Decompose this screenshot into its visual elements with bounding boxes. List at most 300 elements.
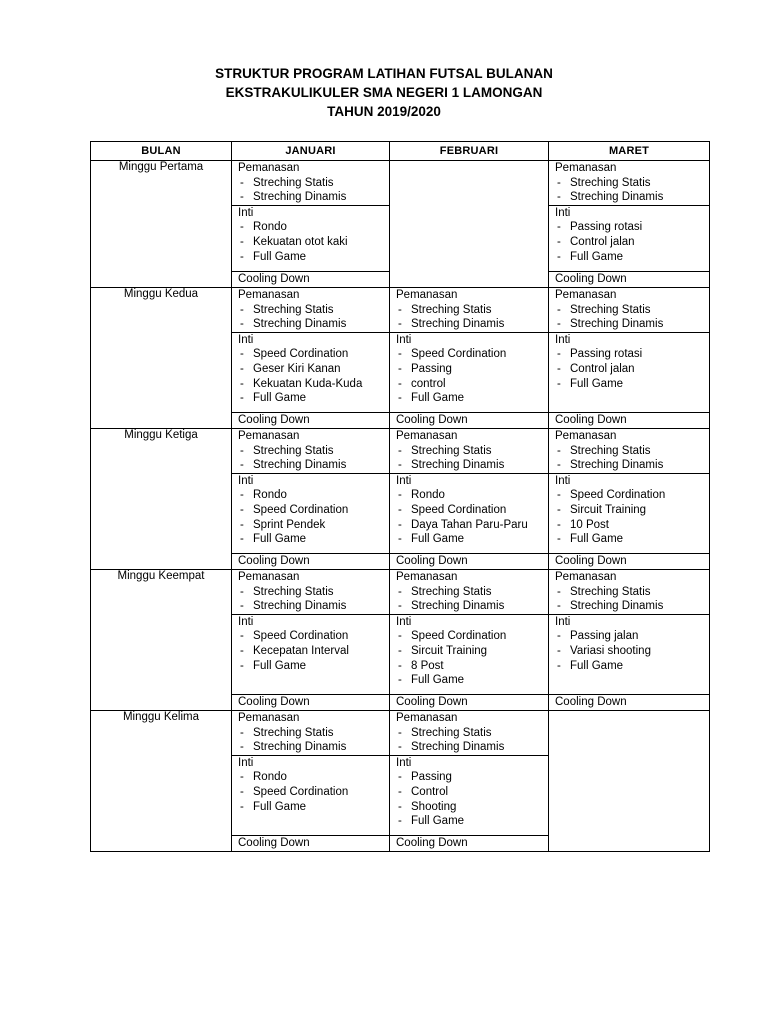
warmup-section <box>549 161 709 205</box>
bullet-dash: - <box>557 250 561 263</box>
warmup-section <box>232 570 389 614</box>
exercise-text: Rondo <box>253 221 287 234</box>
list-item <box>238 585 383 600</box>
list-item <box>396 726 542 741</box>
session-block <box>232 570 389 710</box>
list-item <box>238 785 383 800</box>
document-subtitle: EKSTRAKULIKULER SMA NEGERI 1 LAMONGAN <box>225 85 543 100</box>
core-label: Inti <box>555 474 571 487</box>
list-item <box>555 362 703 377</box>
bullet-dash: - <box>398 518 402 531</box>
bullet-dash: - <box>398 771 402 784</box>
bullet-dash: - <box>240 630 244 643</box>
core-section <box>549 473 709 553</box>
core-label: Inti <box>238 756 254 769</box>
bullet-dash: - <box>557 176 561 189</box>
schedule-cell <box>390 570 549 711</box>
bullet-dash: - <box>557 221 561 234</box>
exercise-text: Streching Statis <box>570 444 651 457</box>
list-item <box>555 629 703 644</box>
bullet-dash: - <box>240 741 244 754</box>
bullet-dash: - <box>557 630 561 643</box>
warmup-section <box>232 429 389 473</box>
cooldown-label: Cooling Down <box>390 835 548 851</box>
warmup-label: Pemanasan <box>238 571 300 583</box>
warmup-label: Pemanasan <box>238 430 300 442</box>
list-item <box>238 303 383 318</box>
exercise-text: Full Game <box>411 533 465 546</box>
list-item <box>396 391 542 406</box>
bullet-dash: - <box>557 235 561 248</box>
list-item <box>396 362 542 377</box>
exercise-text: Variasi shooting <box>570 644 651 657</box>
bullet-dash: - <box>240 444 244 457</box>
list-item <box>396 585 542 600</box>
core-section <box>232 473 389 553</box>
list-item <box>238 235 383 250</box>
list-item <box>396 347 542 362</box>
list-item <box>238 190 383 205</box>
list-item <box>555 532 703 547</box>
header-januari: JANUARI <box>232 142 390 161</box>
bullet-dash: - <box>240 176 244 189</box>
exercise-text: Streching Statis <box>411 303 492 316</box>
exercise-text: Control jalan <box>570 362 635 375</box>
bullet-dash: - <box>557 191 561 204</box>
warmup-label: Pemanasan <box>555 289 617 301</box>
exercise-text: Speed Cordination <box>253 785 349 798</box>
document-title: STRUKTUR PROGRAM LATIHAN FUTSAL BULANAN <box>215 66 553 81</box>
bullet-dash: - <box>557 644 561 657</box>
bullet-dash: - <box>557 459 561 472</box>
exercise-text: Streching Dinamis <box>253 741 347 754</box>
exercise-text: Full Game <box>253 250 307 263</box>
bullet-dash: - <box>240 303 244 316</box>
schedule-cell <box>549 288 710 429</box>
bullet-dash: - <box>240 585 244 598</box>
schedule-cell <box>549 429 710 570</box>
bullet-dash: - <box>398 741 402 754</box>
exercise-text: Shooting <box>411 800 457 813</box>
bullet-dash: - <box>557 585 561 598</box>
list-item <box>396 659 542 674</box>
bullet-dash: - <box>398 459 402 472</box>
exercise-text: Streching Statis <box>570 176 651 189</box>
bullet-dash: - <box>557 533 561 546</box>
core-section <box>232 332 389 412</box>
list-item <box>238 532 383 547</box>
warmup-label: Pemanasan <box>396 712 458 724</box>
list-item <box>238 391 383 406</box>
exercise-text: Streching Dinamis <box>570 459 664 472</box>
list-item <box>396 317 542 332</box>
bullet-dash: - <box>398 392 402 405</box>
bullet-dash: - <box>240 459 244 472</box>
list-item <box>238 726 383 741</box>
list-item <box>238 488 383 503</box>
core-section <box>390 614 548 694</box>
list-item <box>555 503 703 518</box>
bullet-dash: - <box>557 489 561 502</box>
bullet-dash: - <box>557 444 561 457</box>
exercise-text: Passing <box>411 771 452 784</box>
table-row <box>91 711 710 852</box>
list-item <box>396 599 542 614</box>
exercise-text: Rondo <box>253 771 287 784</box>
exercise-text: Streching Dinamis <box>570 191 664 204</box>
list-item <box>555 585 703 600</box>
exercise-text: Sircuit Training <box>570 503 647 516</box>
cooldown-label: Cooling Down <box>232 553 389 569</box>
schedule-cell <box>232 288 390 429</box>
list-item <box>555 518 703 533</box>
exercise-text: Full Game <box>411 392 465 405</box>
exercise-text: Streching Dinamis <box>411 741 505 754</box>
warmup-section <box>390 570 548 614</box>
exercise-text: Passing jalan <box>570 630 639 643</box>
list-item <box>396 785 542 800</box>
bullet-dash: - <box>398 318 402 331</box>
list-item <box>396 518 542 533</box>
bullet-dash: - <box>240 771 244 784</box>
exercise-text: Streching Statis <box>253 444 334 457</box>
core-section <box>232 205 389 271</box>
exercise-text: Passing rotasi <box>570 221 643 234</box>
exercise-text: Speed Cordination <box>253 348 349 361</box>
exercise-text: Streching Statis <box>253 726 334 739</box>
schedule-cell <box>232 570 390 711</box>
list-item <box>555 659 703 674</box>
list-item <box>555 347 703 362</box>
core-label: Inti <box>396 756 412 769</box>
bullet-dash: - <box>240 377 244 390</box>
list-item <box>555 220 703 235</box>
bullet-dash: - <box>240 392 244 405</box>
cooldown-label: Cooling Down <box>549 271 709 287</box>
core-label: Inti <box>396 333 412 346</box>
list-item <box>396 303 542 318</box>
warmup-label: Pemanasan <box>238 289 300 301</box>
exercise-text: Control jalan <box>570 235 635 248</box>
week-label: Minggu Kedua <box>91 288 232 429</box>
core-label: Inti <box>238 615 254 628</box>
schedule-cell <box>232 711 390 852</box>
cooldown-label: Cooling Down <box>549 412 709 428</box>
exercise-text: Kecepatan Interval <box>253 644 349 657</box>
core-label: Inti <box>238 474 254 487</box>
bullet-dash: - <box>398 377 402 390</box>
exercise-text: Rondo <box>411 489 445 502</box>
exercise-text: Rondo <box>253 489 287 502</box>
core-section <box>390 332 548 412</box>
exercise-text: Streching Dinamis <box>253 191 347 204</box>
exercise-text: Full Game <box>570 659 624 672</box>
bullet-dash: - <box>398 348 402 361</box>
core-section <box>232 614 389 694</box>
core-label: Inti <box>396 615 412 628</box>
exercise-text: Sprint Pendek <box>253 518 326 531</box>
list-item <box>238 250 383 265</box>
list-item <box>396 740 542 755</box>
core-label: Inti <box>396 474 412 487</box>
exercise-text: Full Game <box>253 659 307 672</box>
exercise-text: Streching Statis <box>411 444 492 457</box>
exercise-text: Daya Tahan Paru-Paru <box>411 518 528 531</box>
exercise-text: Streching Statis <box>253 585 334 598</box>
exercise-text: Kekuatan Kuda-Kuda <box>253 377 363 390</box>
list-item <box>238 518 383 533</box>
exercise-text: Streching Dinamis <box>411 459 505 472</box>
cooldown-label: Cooling Down <box>549 694 709 710</box>
exercise-text: Full Game <box>411 815 465 828</box>
warmup-section <box>549 288 709 332</box>
schedule-cell <box>549 570 710 711</box>
exercise-text: Passing rotasi <box>570 348 643 361</box>
list-item <box>238 599 383 614</box>
cooldown-label: Cooling Down <box>232 694 389 710</box>
exercise-text: Streching Dinamis <box>253 318 347 331</box>
bullet-dash: - <box>240 348 244 361</box>
warmup-label: Pemanasan <box>396 289 458 301</box>
list-item <box>555 444 703 459</box>
bullet-dash: - <box>398 800 402 813</box>
week-label: Minggu Keempat <box>91 570 232 711</box>
list-item <box>238 644 383 659</box>
bullet-dash: - <box>557 348 561 361</box>
list-item <box>396 444 542 459</box>
list-item <box>396 629 542 644</box>
list-item <box>396 814 542 829</box>
bullet-dash: - <box>398 362 402 375</box>
bullet-dash: - <box>557 318 561 331</box>
list-item <box>238 317 383 332</box>
schedule-cell <box>390 429 549 570</box>
bullet-dash: - <box>240 191 244 204</box>
bullet-dash: - <box>398 303 402 316</box>
exercise-text: Streching Dinamis <box>570 318 664 331</box>
cooldown-label: Cooling Down <box>549 553 709 569</box>
exercise-text: Full Game <box>253 800 307 813</box>
list-item <box>555 317 703 332</box>
bullet-dash: - <box>398 674 402 687</box>
bullet-dash: - <box>240 659 244 672</box>
schedule-cell <box>549 711 710 852</box>
session-block <box>549 288 709 428</box>
list-item <box>555 377 703 392</box>
schedule-cell <box>232 161 390 288</box>
list-item <box>555 644 703 659</box>
list-item <box>238 740 383 755</box>
bullet-dash: - <box>240 318 244 331</box>
list-item <box>238 444 383 459</box>
exercise-text: Full Game <box>570 250 624 263</box>
cooldown-label: Cooling Down <box>232 412 389 428</box>
warmup-label: Pemanasan <box>555 162 617 174</box>
warmup-label: Pemanasan <box>238 712 300 724</box>
list-item <box>238 176 383 191</box>
session-block <box>232 429 389 569</box>
training-schedule-table <box>90 141 710 852</box>
exercise-text: Speed Cordination <box>253 630 349 643</box>
list-item <box>396 532 542 547</box>
bullet-dash: - <box>557 377 561 390</box>
list-item <box>555 176 703 191</box>
bullet-dash: - <box>398 444 402 457</box>
schedule-cell <box>232 429 390 570</box>
core-label: Inti <box>555 615 571 628</box>
exercise-text: Streching Dinamis <box>253 459 347 472</box>
schedule-cell <box>390 288 549 429</box>
warmup-section <box>390 429 548 473</box>
table-row <box>91 429 710 570</box>
exercise-text: 8 Post <box>411 659 444 672</box>
core-section <box>232 755 389 835</box>
exercise-text: Streching Statis <box>411 726 492 739</box>
exercise-text: Speed Cordination <box>411 630 507 643</box>
bullet-dash: - <box>240 250 244 263</box>
bullet-dash: - <box>557 503 561 516</box>
exercise-text: Streching Statis <box>570 303 651 316</box>
session-block <box>390 429 548 569</box>
list-item <box>238 629 383 644</box>
list-item <box>396 458 542 473</box>
session-block <box>232 161 389 287</box>
bullet-dash: - <box>398 644 402 657</box>
list-item <box>396 503 542 518</box>
exercise-text: Geser Kiri Kanan <box>253 362 341 375</box>
exercise-text: Streching Dinamis <box>411 318 505 331</box>
warmup-label: Pemanasan <box>555 571 617 583</box>
list-item <box>238 347 383 362</box>
warmup-section <box>549 429 709 473</box>
document-year: TAHUN 2019/2020 <box>327 104 441 119</box>
exercise-text: Streching Dinamis <box>253 600 347 613</box>
cooldown-label: Cooling Down <box>390 553 548 569</box>
exercise-text: Full Game <box>570 377 624 390</box>
warmup-section <box>549 570 709 614</box>
bullet-dash: - <box>398 533 402 546</box>
warmup-label: Pemanasan <box>238 162 300 174</box>
bullet-dash: - <box>557 303 561 316</box>
header-bulan: BULAN <box>91 142 232 161</box>
core-label: Inti <box>555 333 571 346</box>
list-item <box>396 673 542 688</box>
core-section <box>549 332 709 412</box>
core-section <box>549 614 709 694</box>
warmup-section <box>232 288 389 332</box>
session-block <box>549 570 709 710</box>
exercise-text: Full Game <box>253 533 307 546</box>
core-section <box>549 205 709 271</box>
warmup-label: Pemanasan <box>396 571 458 583</box>
header-februari: FEBRUARI <box>390 142 549 161</box>
exercise-text: control <box>411 377 446 390</box>
exercise-text: Speed Cordination <box>570 489 666 502</box>
table-row <box>91 570 710 711</box>
session-block <box>232 711 389 851</box>
bullet-dash: - <box>557 518 561 531</box>
week-label: Minggu Ketiga <box>91 429 232 570</box>
exercise-text: Speed Cordination <box>411 503 507 516</box>
bullet-dash: - <box>240 503 244 516</box>
week-label: Minggu Kelima <box>91 711 232 852</box>
schedule-cell <box>549 161 710 288</box>
list-item <box>238 503 383 518</box>
warmup-label: Pemanasan <box>396 430 458 442</box>
list-item <box>238 362 383 377</box>
session-block <box>390 288 548 428</box>
exercise-text: Speed Cordination <box>253 503 349 516</box>
exercise-text: Streching Statis <box>411 585 492 598</box>
bullet-dash: - <box>398 659 402 672</box>
list-item <box>238 800 383 815</box>
schedule-cell <box>390 161 549 288</box>
bullet-dash: - <box>240 644 244 657</box>
warmup-section <box>390 711 548 755</box>
warmup-label: Pemanasan <box>555 430 617 442</box>
list-item <box>555 250 703 265</box>
exercise-text: Speed Cordination <box>411 348 507 361</box>
bullet-dash: - <box>240 489 244 502</box>
core-label: Inti <box>238 333 254 346</box>
list-item <box>238 377 383 392</box>
bullet-dash: - <box>240 800 244 813</box>
exercise-text: Streching Statis <box>570 585 651 598</box>
exercise-text: Streching Dinamis <box>570 600 664 613</box>
warmup-section <box>232 711 389 755</box>
list-item <box>238 220 383 235</box>
bullet-dash: - <box>557 600 561 613</box>
bullet-dash: - <box>398 726 402 739</box>
bullet-dash: - <box>557 659 561 672</box>
list-item <box>238 770 383 785</box>
list-item <box>396 800 542 815</box>
bullet-dash: - <box>398 785 402 798</box>
bullet-dash: - <box>398 600 402 613</box>
bullet-dash: - <box>398 585 402 598</box>
session-block <box>549 161 709 287</box>
bullet-dash: - <box>240 600 244 613</box>
cooldown-label: Cooling Down <box>232 835 389 851</box>
list-item <box>238 458 383 473</box>
bullet-dash: - <box>240 235 244 248</box>
list-item <box>396 377 542 392</box>
table-header-row <box>91 142 710 161</box>
cooldown-label: Cooling Down <box>390 412 548 428</box>
exercise-text: Streching Statis <box>253 303 334 316</box>
exercise-text: Streching Dinamis <box>411 600 505 613</box>
warmup-section <box>390 288 548 332</box>
list-item <box>555 190 703 205</box>
list-item <box>396 770 542 785</box>
exercise-text: Full Game <box>570 533 624 546</box>
list-item <box>238 659 383 674</box>
header-maret: MARET <box>549 142 710 161</box>
exercise-text: Full Game <box>253 392 307 405</box>
bullet-dash: - <box>240 726 244 739</box>
cooldown-label: Cooling Down <box>232 271 389 287</box>
list-item <box>396 488 542 503</box>
list-item <box>555 458 703 473</box>
exercise-text: Control <box>411 785 449 798</box>
bullet-dash: - <box>398 503 402 516</box>
exercise-text: Kekuatan otot kaki <box>253 235 348 248</box>
bullet-dash: - <box>398 630 402 643</box>
week-label: Minggu Pertama <box>91 161 232 288</box>
table-row <box>91 288 710 429</box>
schedule-cell <box>390 711 549 852</box>
list-item <box>555 235 703 250</box>
